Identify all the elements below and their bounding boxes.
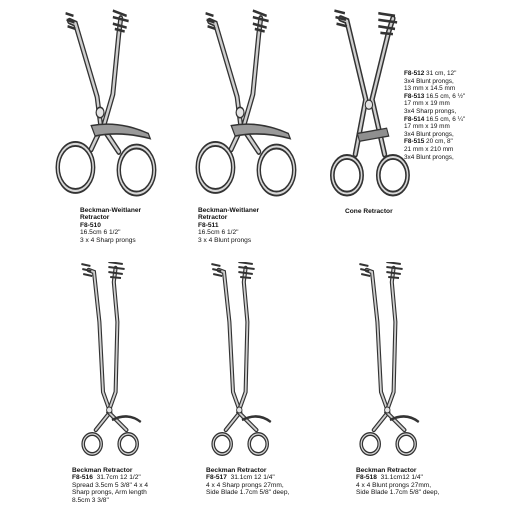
product-code: F8-510 xyxy=(80,221,101,229)
product-detail: 3 x 4 Sharp prongs xyxy=(80,236,136,244)
spec-row: 17 mm x 19 mm xyxy=(404,100,450,108)
spec-row: 21 mm x 210 mm xyxy=(404,145,454,153)
product-detail-2: Side Blade 1.7cm 5/8" deep, xyxy=(356,489,440,497)
caption-f8-510 xyxy=(80,207,141,244)
spec-row: 13 mm x 14.5 mm xyxy=(404,85,456,93)
spec-row: 3x4 Blunt prongs, xyxy=(404,130,454,138)
beckman-retractor-icon xyxy=(206,262,278,462)
product-name: Beckman Retractor xyxy=(356,467,417,474)
product-size: 31.7cm 12 1/2" xyxy=(96,474,141,482)
product-name: Cone Retractor xyxy=(345,208,393,215)
product-name-2: Retractor xyxy=(80,214,110,222)
caption-f8-511 xyxy=(198,207,259,244)
spec-row: F8-514 16.5 cm, 6 ¼" xyxy=(404,115,466,123)
caption-cone-retractor xyxy=(345,208,393,215)
spec-row: F8-513 16.5 cm, 6 ½" xyxy=(404,92,466,100)
caption-f8-517 xyxy=(206,467,289,497)
product-detail-3: 8.5cm 3 3/8" xyxy=(72,496,109,504)
product-name-2: Retractor xyxy=(198,214,228,222)
spec-row: 3x4 Sharp prongs, xyxy=(404,107,457,115)
cone-spec-list xyxy=(404,70,465,161)
beckman-retractor-icon xyxy=(76,262,148,462)
product-detail: 3 x 4 Blunt prongs xyxy=(198,236,252,244)
product-size: 16.5cm 6 1/2" xyxy=(80,229,121,237)
product-detail-2: Side Blade 1.7cm 5/8" deep, xyxy=(206,489,290,497)
product-detail: 4 x 4 Sharp prongs 27mm, xyxy=(206,481,284,489)
product-size: 16.5cm 6 1/2" xyxy=(198,229,239,237)
product-code: F8-517 xyxy=(206,474,227,482)
spec-row: F8-512 31 cm, 12" xyxy=(404,70,457,77)
product-size: 31.1cm12 1/4" xyxy=(380,474,423,482)
product-code: F8-511 xyxy=(198,221,219,229)
product-detail: Spread 3.5cm 5 3/8" 4 x 4 xyxy=(72,481,149,489)
product-detail: 4 x 4 Blunt prongs 27mm, xyxy=(356,481,432,489)
product-name: Beckman-Weitlaner xyxy=(80,207,142,214)
caption-f8-516 xyxy=(72,467,148,504)
product-size: 31.1cm 12 1/4" xyxy=(230,474,275,482)
self-retaining-retractor-blunt-icon xyxy=(180,8,308,204)
product-name: Beckman-Weitlaner xyxy=(198,207,260,214)
spec-row: 3x4 Blunt prongs, xyxy=(404,153,454,161)
caption-f8-518 xyxy=(356,467,439,497)
beckman-retractor-icon xyxy=(354,262,426,462)
product-name: Beckman Retractor xyxy=(206,467,267,474)
product-name: Beckman Retractor xyxy=(72,467,133,474)
product-code: F8-518 xyxy=(356,474,377,482)
spec-row: 17 mm x 19 mm xyxy=(404,123,450,131)
spec-row: F8-515 20 cm, 8" xyxy=(404,138,453,146)
product-code: F8-516 xyxy=(72,474,93,482)
self-retaining-retractor-sharp-icon xyxy=(40,8,168,204)
spec-row: 3x4 Blunt prongs, xyxy=(404,77,454,85)
product-detail-2: Sharp prongs, Arm length xyxy=(72,489,147,497)
